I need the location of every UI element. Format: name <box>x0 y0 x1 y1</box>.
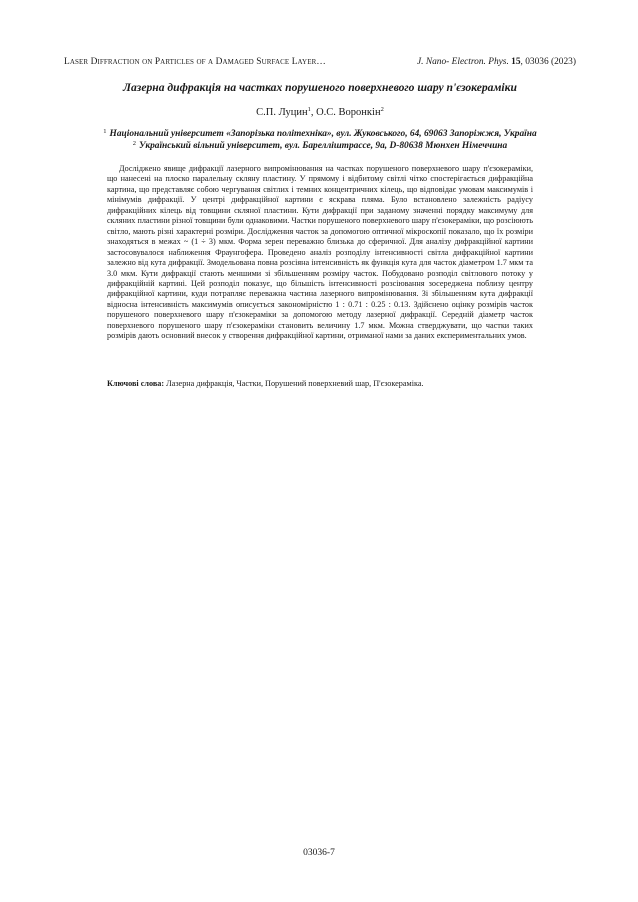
keywords-label: Ключові слова: <box>107 379 165 388</box>
author-affil-mark: 1 <box>307 106 311 113</box>
journal-name: J. Nano- Electron. Phys. <box>416 57 509 67</box>
affiliation-number: 2 <box>132 140 137 147</box>
journal-citation <box>417 57 576 67</box>
abstract: Досліджено явище дифракції лазерного випромінювання на частках порушеного поверхневого шару п'єзокераміки, що нанесені на плоско паралельну скляну пластину. У прямому і відбитому світлі чітко спостерігається дифракційна картина, що представляє собою чергування світлих і темних концентричних кілець, що відповідає умовам максимумів і мінімумів дифракції. У центрі дифракційної картини є яскрава пляма. Було встановлено залежність радіусу дифракційних кілець від товщини скляної пластини. Кути дифракції при заданому значенні порядку максимуму для скляних пластини різної товщини були однаковими. Частки порушеного поверхневого шару п'єзокераміки, що розсіюють світло, мають різні характерні розміри. Дослідження часток за допомогою оптичної мікроскопії показало, що їх розміри знаходяться в межах ~ (1 ÷ 3) мкм. Форма зерен переважно близька до сферичної. Для аналізу дифракційної картини застосовувалося наближення Фраунгофера. Проведено аналіз розподілу інтенсивності світла дифракційної картини залежно від кута дифракції. Змодельована повна розсіяна інтенсивність як функція кута для часток діаметром 1.7 мкм та 3.0 мкм. Кути дифракції стають меншими зі збільшенням розміру часток. Побудовано розподіл світлового потоку у дифракційній картині. Цей розподіл показує, що більшість інтенсивності розсіювання зосереджена поблизу центру дифракційної картини, куди потрапляє переважна частина лазерного випромінювання. Зі збільшенням кута дифракції відносна інтенсивність максимумів описується закономірністю 1 : 0.71 : 0.25 : 0.13. Здійснено оцінку розмірів часток порушеного поверхневого шару п'єзокераміки за допомогою методу лазерної дифракції. Середній діаметр часток поверхневого порушеного шару п'єзокераміки становить величину 1.7 мкм. Можна стверджувати, що частки таких розмірів дають основний внесок у створення дифракційної картини, отриманої нами за даних експериментальних умов. <box>107 164 533 341</box>
author-name: С.П. Луцин <box>256 107 308 118</box>
running-title: Laser Diffraction on Particles of a Damaged Surface Layer… <box>64 57 326 67</box>
affiliation-text: Український вільний університет, вул. Барелліштрассе, 9а, D-80638 Мюнхен Німеччина <box>139 141 508 151</box>
author-list <box>64 107 576 118</box>
article-info: , 03036 (2023) <box>520 57 576 67</box>
author-name: О.С. Воронкін <box>316 107 381 118</box>
journal-volume: 15 <box>511 57 521 67</box>
author-separator: , <box>310 107 317 118</box>
affiliation-2 <box>64 141 576 151</box>
keywords-text: Лазерна дифракція, Частки, Порушений поверхневий шар, П'єзокераміка. <box>166 379 424 388</box>
affiliation-number: 1 <box>103 128 107 135</box>
running-header <box>64 57 576 67</box>
author-affil-mark: 2 <box>380 106 384 113</box>
paper-title: Лазерна дифракція на частках порушеного поверхневого шару п'єзокераміки <box>123 81 517 94</box>
page-number: 03036-7 <box>303 848 335 858</box>
affiliation-text: Національний університет «Запорізька політехніка», вул. Жуковського, 64, 69063 Запоріжжя, Україна <box>109 129 537 139</box>
keywords <box>107 379 533 389</box>
affiliation-1 <box>64 129 576 139</box>
